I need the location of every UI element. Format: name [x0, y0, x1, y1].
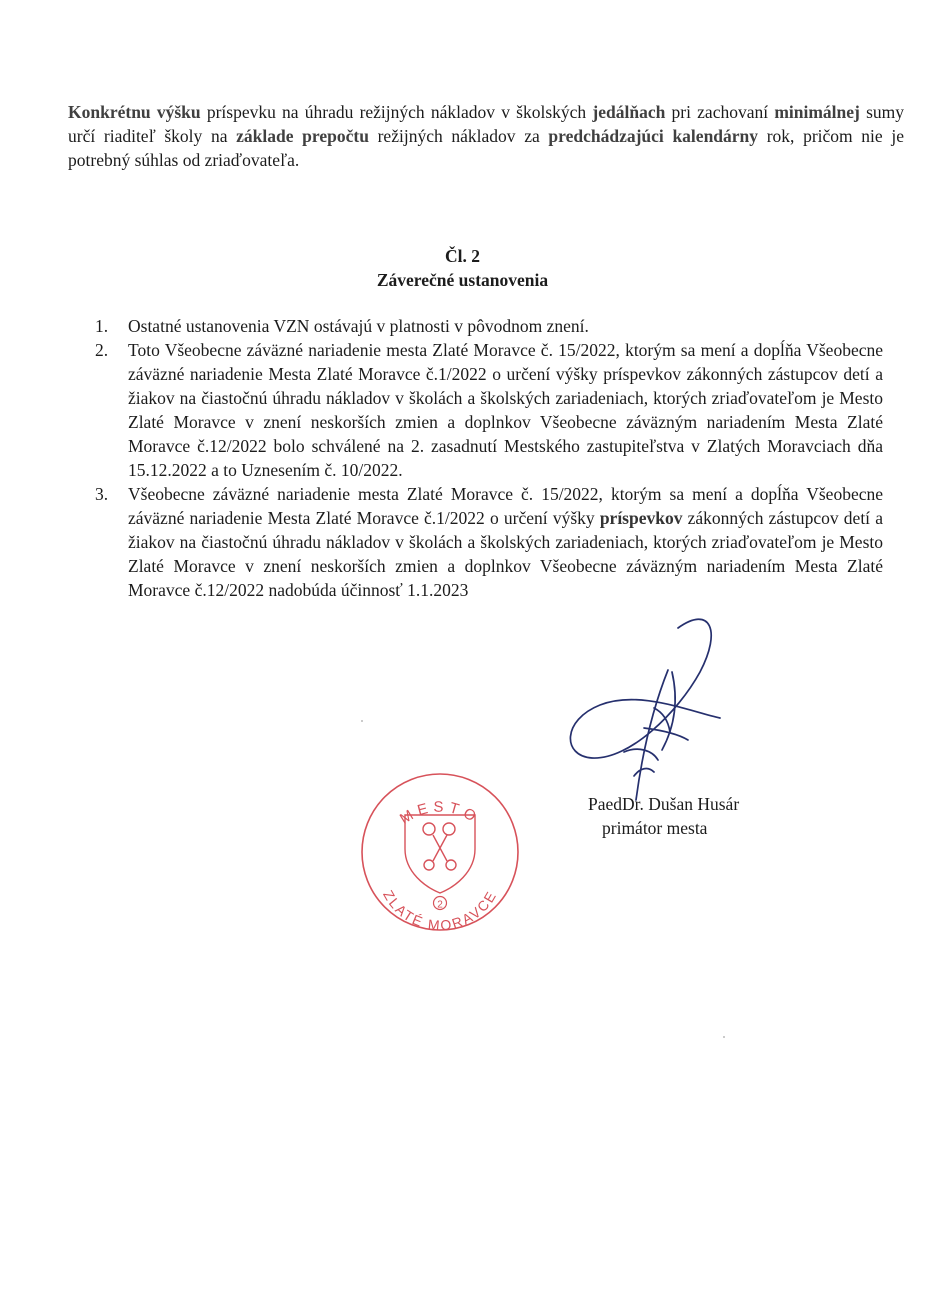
intro-text-13: rok, pričom nie je potrebný súhlas od zriaďovateľa.: [68, 126, 904, 170]
signatory-name: PaedDr. Dušan Husár: [588, 794, 740, 814]
signature-scribble: [560, 600, 730, 810]
intro-text-5: pri zachovaní: [665, 102, 775, 122]
provision-text-part-a: Všeobecne záväzné nariadenie mesta Zlaté Moravce č. 15/2022, ktorým sa mení a dopĺňa Všeobecne záväzné nariadenie Mesta Zlaté Moravce č.1/2022 o určení výšky: [128, 484, 883, 528]
scan-speck: [361, 720, 363, 722]
article-title: Záverečné ustanovenia: [376, 270, 549, 290]
signatory-role: primátor mesta: [602, 818, 708, 838]
provision-text: [128, 484, 883, 600]
scan-speck: [723, 1036, 725, 1038]
stamp-top-text: MESTO: [396, 798, 484, 828]
provision-text: Toto Všeobecne záväzné nariadenie mesta Zlaté Moravce č. 15/2022, ktorým sa mení a dopĺňa Všeobecne záväzné nariadenie Mesta Zlaté Moravce č.1/2022 o určení výšky príspevkov zákonných zástupcov detí a žiakov na čiastočnú úhradu nákladov v školách a školských zariadeniach, ktorých zriaďovateľom je Mesto Zlaté Moravce v znení neskorších zmien a doplnkov Všeobecne záväzným nariadením Mesta Zlaté Moravce č.12/2022 bolo schválené na 2. zasadnutí Mestského zastupiteľstva v Zlatých Moravciach dňa 15.12.2022 a to Uznesením č. 10/2022.: [128, 340, 883, 480]
provision-number: 2.: [95, 340, 109, 360]
coat-of-arms-icon: [405, 815, 475, 893]
stamp-bottom-text: ZLATÉ MORAVCE: [380, 887, 500, 934]
provision-number: 3.: [95, 484, 109, 504]
intro-text-3: príspevku na úhradu režijných nákladov v školských: [200, 102, 593, 122]
provision-item: [95, 314, 883, 338]
intro-text-2: výšku: [156, 102, 201, 122]
provisions-list: [95, 314, 883, 602]
intro-text-6: minimálnej: [774, 102, 860, 122]
intro-text-1: Konkrétnu: [68, 102, 151, 122]
stamp-number: 2: [437, 899, 443, 911]
provision-text-part-b: príspevkov: [599, 508, 683, 528]
signatory-block: [588, 792, 739, 840]
provision-item: [95, 338, 883, 482]
provision-number: 1.: [95, 316, 109, 336]
provision-text-part-c: zákonných zástupcov detí a žiakov na čiastočnú úhradu nákladov v školách a školských zariadeniach, ktorých zriaďovateľom je Mesto Zlaté Moravce v znení neskorších zmien a doplnkov Všeobecne záväzným nariadením Mesta Zlaté Moravce č.12/2022 nadobúda účinnosť 1.1.2023: [128, 508, 883, 600]
provision-text: Ostatné ustanovenia VZN ostávajú v platnosti v pôvodnom znení.: [128, 316, 589, 336]
article-number: Čl. 2: [445, 246, 480, 266]
intro-text-4: jedálňach: [592, 102, 666, 122]
intro-text-12: kalendárny: [672, 126, 759, 146]
town-stamp: [355, 757, 525, 947]
intro-text-8: základe prepočtu: [236, 126, 369, 146]
provision-item: [95, 482, 883, 602]
intro-text-9: režijných nákladov za: [368, 126, 549, 146]
intro-text-7: sumy určí riaditeľ školy na: [68, 102, 904, 146]
intro-paragraph: [68, 100, 904, 172]
intro-text-10: predchádzajúci: [548, 126, 664, 146]
